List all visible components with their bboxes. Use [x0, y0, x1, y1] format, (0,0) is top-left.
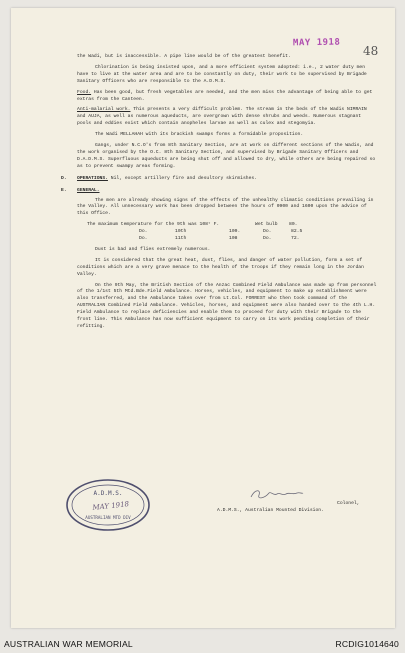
food-text: Has been good, but fresh vegetables are needed, and the men miss the advantage of being able to get extras from the Canteen. — [77, 89, 373, 102]
intro-text: the Wadi, but is inaccessible. A pipe line would be of the greatest benefit. — [77, 54, 291, 59]
signature-block — [217, 500, 360, 514]
page-number: 48 — [363, 44, 379, 58]
food-paragraph — [77, 90, 377, 104]
section-letter: D. — [61, 175, 67, 181]
dust-paragraph: Dust is bad and flies extremely numerous. — [95, 246, 211, 252]
archive-reference: RCDIG1014640 — [335, 639, 399, 649]
section-title: GENERAL. — [77, 187, 100, 193]
signatory-title: A.D.M.S., Australian Mounted Division. — [217, 508, 324, 513]
archive-footer — [0, 636, 405, 653]
anti-malarial-paragraph — [77, 107, 377, 128]
general-paragraph-1: The men are already showing signs of the effects of the unhealthy climatic conditions prevailing in the Valley. All unnecessary work has been dropped between the hours of 0900 and 1600 upon the advice of this Office. — [77, 197, 374, 217]
section-operations — [61, 175, 377, 183]
stamp-line: MAY 1918 — [92, 500, 130, 512]
section-title: OPERATIONS. — [77, 175, 108, 181]
anti-malarial-label: Anti-malarial work. — [77, 107, 131, 113]
temperature-intro: The maximum temperature for the 9th was 108° F. — [87, 222, 220, 228]
chlorination-paragraph: Chlorination is being insisted upon, and a more efficient system adopted: i.e., 2 water duty men have to live at the water area and are to be constantly on duty, their work to be supervised by Brigade Sanitary Officers who are responsible to the A.D.M.S. — [77, 64, 367, 84]
section-text: Nil, except artillery fire and desultory skirmishes. — [107, 175, 258, 181]
adms-oval-stamp — [65, 478, 151, 532]
wet-bulb-label: Wet bulb — [255, 222, 278, 228]
general-paragraph-3: On the 9th May, the British Section of the Anzac Combined Field Ambulance was made up from personnel of the 1/1st 5th Mtd.Bde.Field Ambulance. Horses, vehicles, and equipment to make up establishment were also transferred, and the Ambulance taken over from Lt.Col. FORREST who then took command of the AUSTRALIAN Combined Field Ambulance. Vehicles, horses, and equipment were also handed over to the 4th L.H. Field Ambulance to replace deficiencies and enable them to proceed for duty with their Brigade to the front line. This Ambulance has now sufficient equipment to carry on its work pending completion of their refitting. — [77, 282, 377, 329]
document-page — [11, 8, 395, 628]
wet-bulb-value: 82.5 — [291, 229, 303, 235]
temperature-table — [87, 222, 377, 243]
stamp-line: A.D.M.S. — [93, 490, 123, 497]
ditto-cell: Do. — [139, 229, 148, 235]
date-stamp: MAY 1918 — [292, 37, 341, 49]
mellahah-paragraph: The Wadi MELLAHAH with its brackish swamps forms a formidable proposition. — [95, 132, 304, 138]
wet-bulb-value: 80. — [289, 222, 298, 228]
signatory-rank: Colonel, — [337, 501, 360, 506]
temp-cell: 109. — [229, 229, 241, 235]
ditto-cell: Do. — [139, 236, 148, 242]
temperature-row — [87, 229, 377, 236]
food-label: Food. — [77, 89, 92, 95]
section-letter: E. — [61, 187, 67, 193]
ditto-cell: Do. — [263, 229, 272, 235]
ditto-cell: Do. — [263, 236, 272, 242]
stamp-line: AUSTRALIAN MTD DIV — [85, 515, 131, 520]
day-cell: 11th — [175, 236, 187, 242]
document-body — [61, 54, 377, 335]
gangs-paragraph: Gangs, under N.C.O's from 8th Sanitary Section, are at work on different sections of the Wadis, and the work organised by the O.C. 8th Sanitary Section, and supervised by Brigade Sanitary Officers and D.A.D.M.S. Superfluous aqueducts are being shut off and allowed to dry, while others are being repaired so as to prevent swampy areas forming. — [77, 143, 376, 169]
section-general — [61, 187, 377, 195]
temperature-row — [87, 236, 377, 243]
anti-malarial-text: This presents a very difficult problem. The stream in the beds of the Wadis NIMRAIN and AUJA, as well as numerous aqueducts, are overgrown with dense shrubs and weeds. Numerous stagnant pools and eddies exist which contain anopheles larvae as well as culex and stegomyia. — [77, 107, 367, 127]
temp-cell: 108 — [229, 236, 238, 242]
day-cell: 10th — [175, 229, 187, 235]
archive-name: AUSTRALIAN WAR MEMORIAL — [4, 639, 133, 649]
general-paragraph-2: It is considered that the great heat, dust, flies, and danger of water pollution, form a set of conditions which are a very grave menace to the health of the troops if they remain long in the Jordan Valley. — [77, 257, 364, 277]
wet-bulb-value: 72. — [291, 236, 300, 242]
